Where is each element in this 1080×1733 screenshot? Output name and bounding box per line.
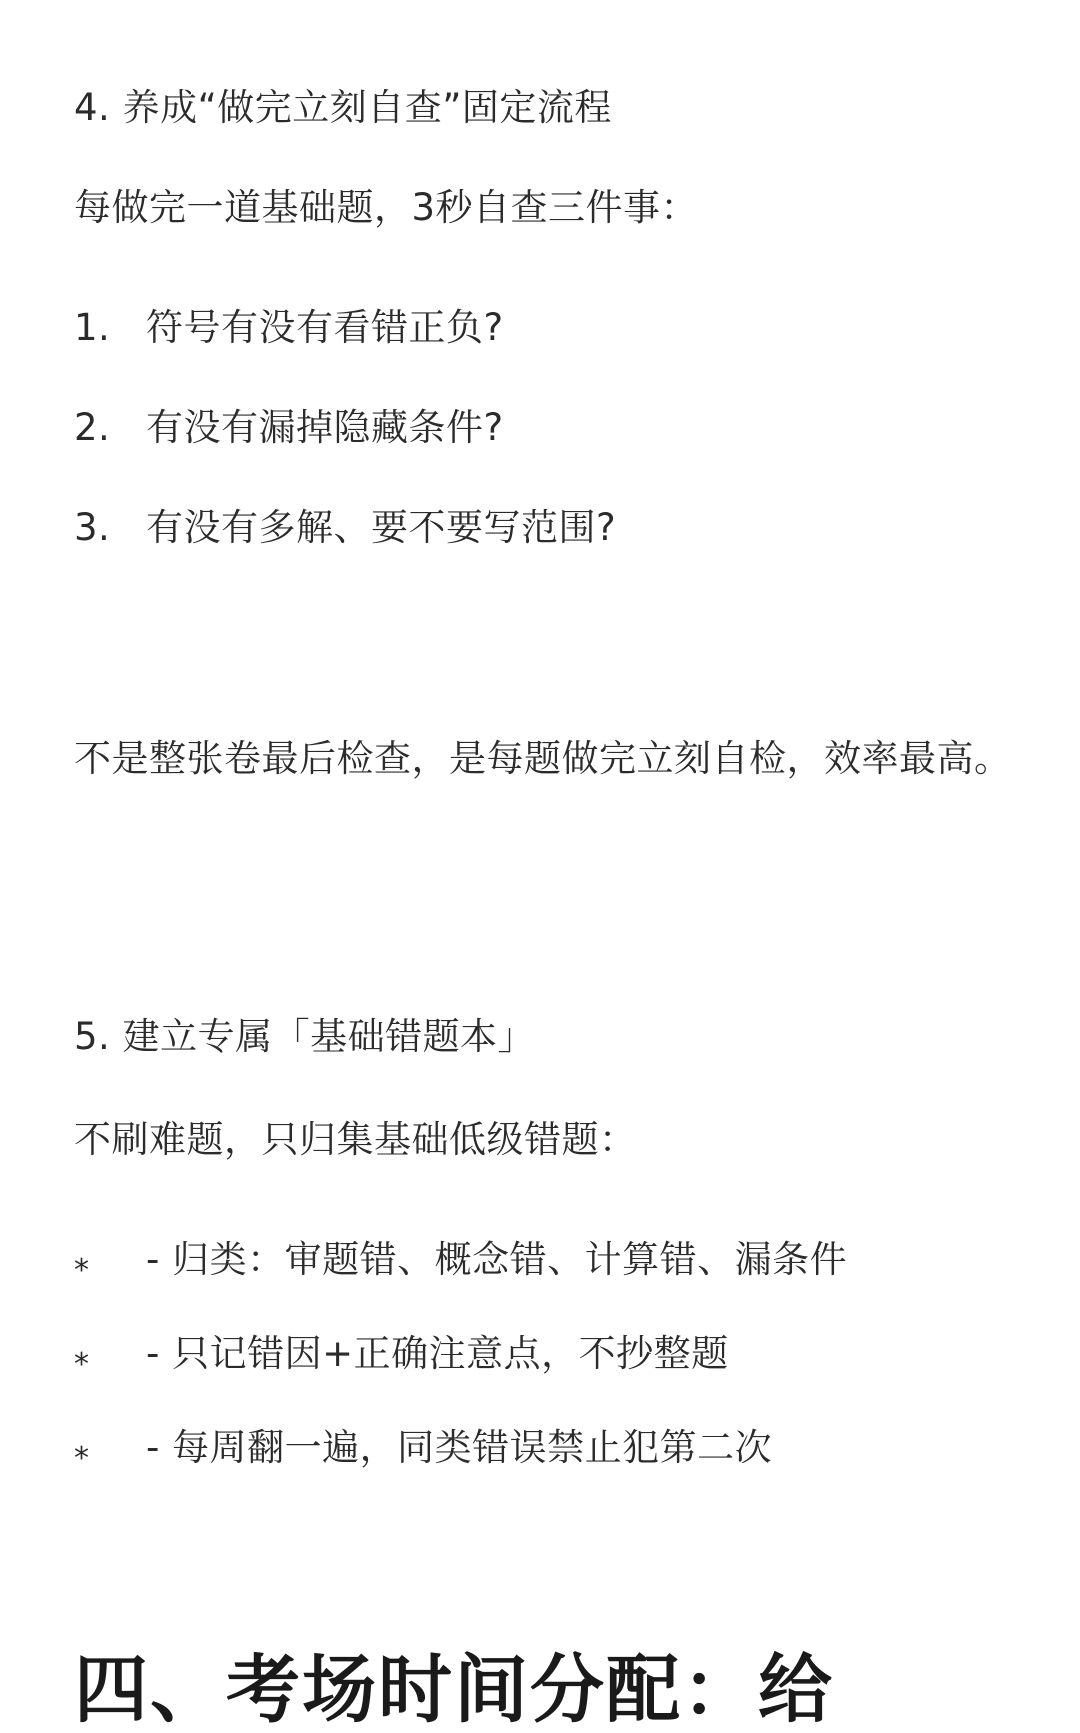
bullet-text: - 归类：审题错、概念错、计算错、漏条件 [146, 1238, 848, 1281]
bullet-marker: * [74, 1253, 90, 1288]
list-item-text: 有没有漏掉隐藏条件? [146, 406, 504, 449]
bullet-marker: * [74, 1441, 90, 1476]
bullet-text: - 只记错因+正确注意点，不抄整题 [146, 1332, 729, 1375]
section-5-intro: 不刷难题，只归集基础低级错题： [74, 1118, 637, 1161]
list-item [74, 306, 504, 350]
list-item [74, 406, 504, 450]
next-section-heading: 四、考场时间分配：给 [74, 1647, 834, 1733]
list-item-text: 符号有没有看错正负? [146, 306, 504, 349]
list-item [74, 506, 616, 550]
section-4-intro: 每做完一道基础题，3秒自查三件事： [74, 186, 699, 229]
section-5-title: 5. 建立专属「基础错题本」 [74, 1015, 536, 1058]
bullet-item [74, 1426, 772, 1477]
bullet-text: - 每周翻一遍，同类错误禁止犯第二次 [146, 1426, 773, 1469]
list-item-text: 有没有多解、要不要写范围? [146, 506, 617, 549]
list-item-number: 1. [74, 306, 111, 349]
bullet-marker: * [74, 1347, 90, 1382]
section-4-title: 4. 养成“做完立刻自查”固定流程 [74, 86, 612, 129]
section-4-note: 不是整张卷最后检查，是每题做完立刻自检，效率最高。 [74, 737, 1012, 780]
list-item-number: 3. [74, 506, 111, 549]
bullet-item [74, 1332, 729, 1383]
bullet-item [74, 1238, 847, 1289]
list-item-number: 2. [74, 406, 111, 449]
